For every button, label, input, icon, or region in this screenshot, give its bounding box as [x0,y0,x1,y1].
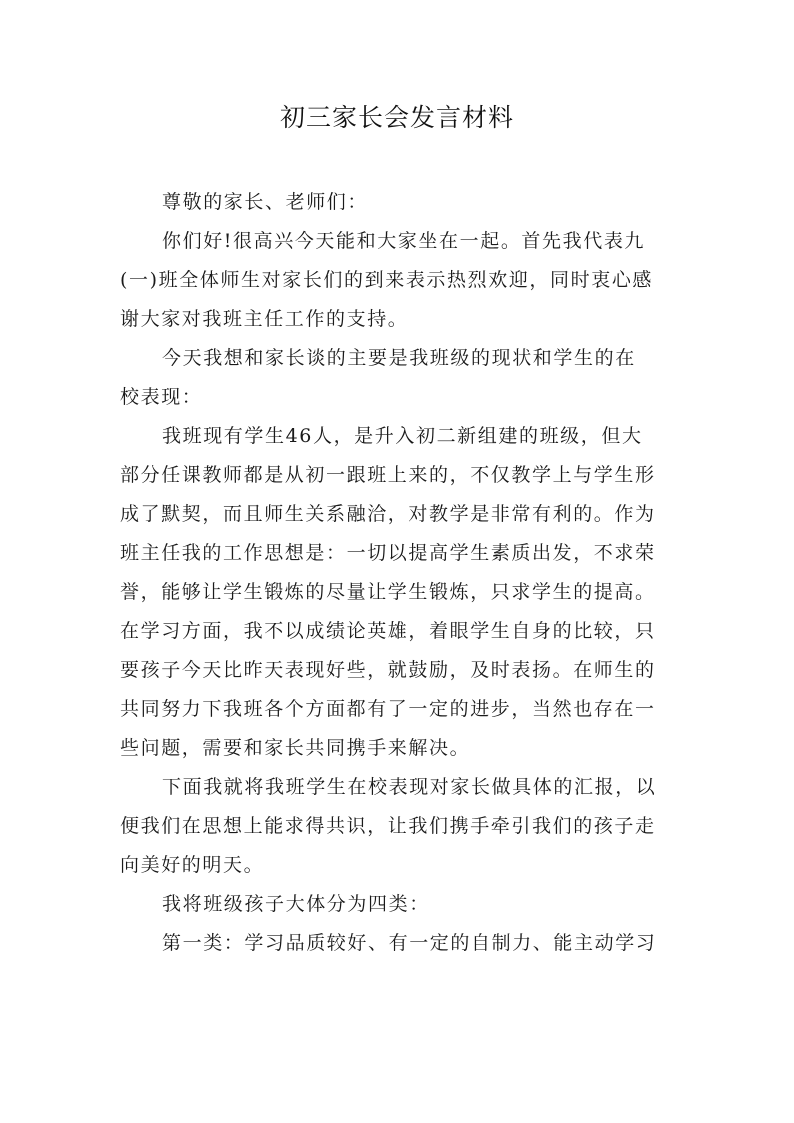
body-line: 我班现有学生46人，是升入初二新组建的班级，但大 [162,425,643,447]
salutation-line: 尊敬的家长、老师们： [162,191,369,213]
body-line: (一)班全体师生对家长们的到来表示热烈欢迎，同时衷心感 [120,269,654,291]
body-line: 班主任我的工作思想是：一切以提高学生素质出发，不求荣 [120,542,656,564]
body-line: 校表现： [120,386,203,408]
body-line: 些问题，需要和家长共同携手来解决。 [120,737,471,759]
body-line: 谢大家对我班主任工作的支持。 [120,308,409,330]
body-line: 向美好的明天。 [120,854,265,876]
body-line: 共同努力下我班各个方面都有了一定的进步，当然也存在一 [120,698,656,720]
body-line: 我将班级孩子大体分为四类： [162,893,430,915]
body-line: 第一类：学习品质较好、有一定的自制力、能主动学习 [162,932,657,954]
document-title: 初三家长会发言材料 [279,103,514,132]
body-line: 成了默契，而且师生关系融洽，对教学是非常有利的。作为 [120,503,656,525]
body-line: 部分任课教师都是从初一跟班上来的，不仅教学上与学生形 [120,464,656,486]
body-line: 要孩子今天比昨天表现好些，就鼓励，及时表扬。在师生的 [120,659,656,681]
body-line: 你们好!很高兴今天能和大家坐在一起。首先我代表九 [162,230,646,252]
body-line: 下面我就将我班学生在校表现对家长做具体的汇报，以 [162,776,657,798]
document-body [120,183,680,963]
body-line: 誉，能够让学生锻炼的尽量让学生锻炼，只求学生的提高。 [120,581,656,603]
body-line: 今天我想和家长谈的主要是我班级的现状和学生的在 [162,347,636,369]
body-line: 在学习方面，我不以成绩论英雄，着眼学生自身的比较，只 [120,620,656,642]
body-line: 便我们在思想上能求得共识，让我们携手牵引我们的孩子走 [120,815,656,837]
